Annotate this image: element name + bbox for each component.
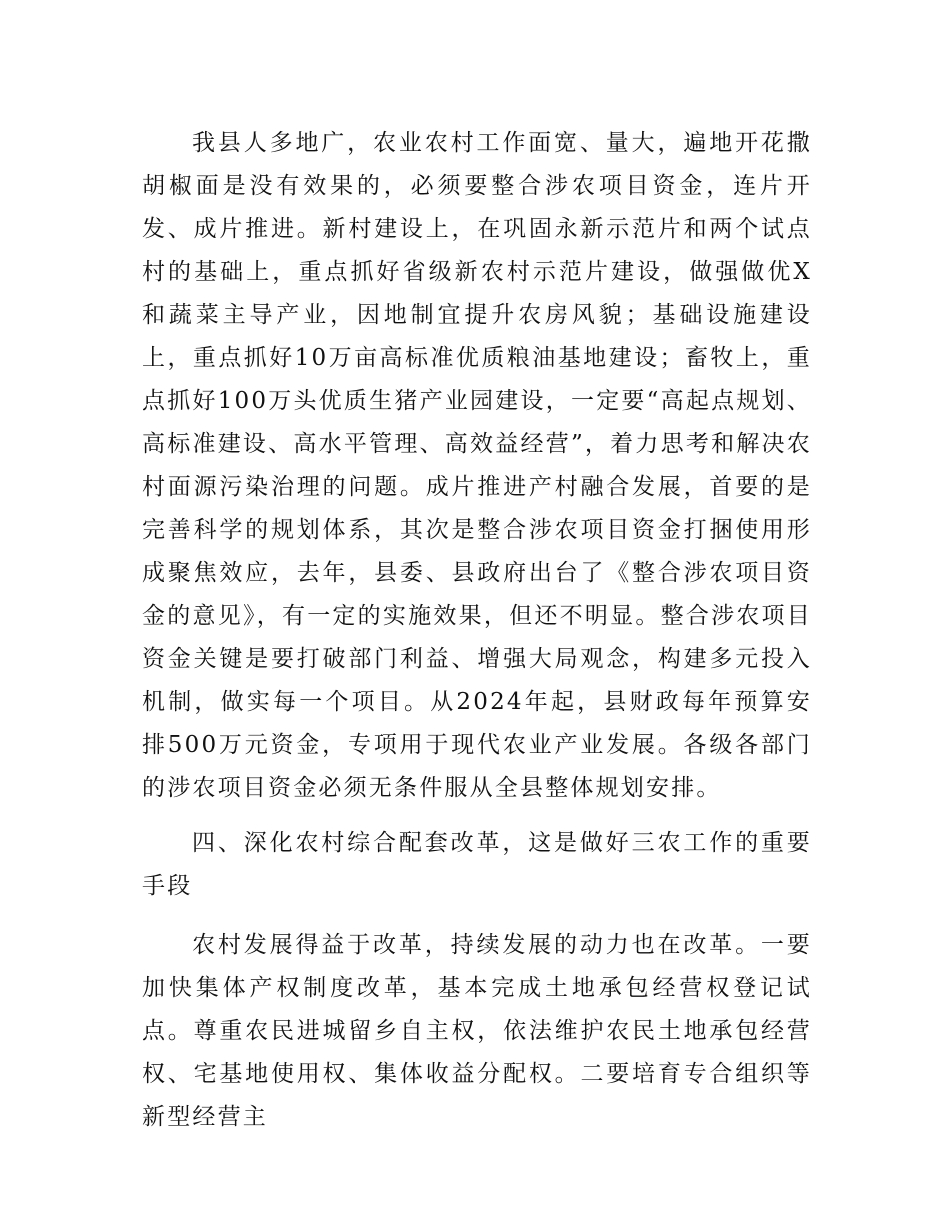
section-heading-rural-reform: 四、深化农村综合配套改革，这是做好三农工作的重要手段 — [142, 830, 812, 899]
body-paragraph-reform-measures: 农村发展得益于改革，持续发展的动力也在改革。一要加快集体产权制度改革，基本完成土地承包经营权登记试点。尊重农民进城留乡自主权，依法维护农民土地承包经营权、宅基地使用权、集体收益分配权。二要培育专合组织等新型经营主 — [142, 932, 812, 1130]
body-paragraph-funding-integration: 我县人多地广，农业农村工作面宽、量大，遍地开花撒胡椒面是没有效果的，必须要整合涉农项目资金，连片开发、成片推进。新村建设上，在巩固永新示范片和两个试点村的基础上，重点抓好省级新农村示范片建设，做强做优X和蔬菜主导产业，因地制宜提升农房风貌；基础设施建设上，重点抓好10万亩高标准优质粮油基地建设；畜牧上，重点抓好100万头优质生猪产业园建设，一定要“高起点规划、高标准建设、高水平管理、高效益经营”，着力思考和解决农村面源污染治理的问题。成片推进产村融合发展，首要的是完善科学的规划体系，其次是整合涉农项目资金打捆使用形成聚焦效应，去年，县委、县政府出台了《整合涉农项目资金的意见》，有一定的实施效果，但还不明显。整合涉农项目资金关键是要打破部门利益、增强大局观念，构建多元投入机制，做实每一个项目。从2024年起，县财政每年预算安排500万元资金，专项用于现代农业产业发展。各级各部门的涉农项目资金必须无条件服从全县整体规划安排。 — [142, 130, 812, 801]
